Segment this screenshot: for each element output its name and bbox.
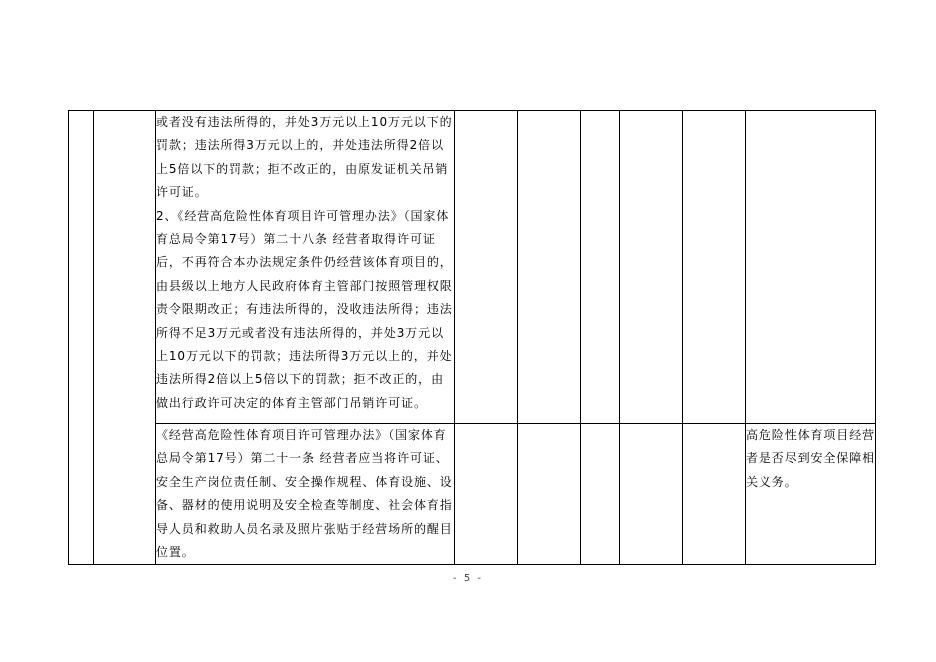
legal-basis-cell xyxy=(156,424,455,565)
empty-cell xyxy=(455,424,518,565)
legal-text-paragraph: 2、《经营高危险性体育项目许可管理办法》（国家体育总局令第17号）第二十八条 经营者取得许可证后，不再符合本办法规定条件仍经营该体育项目的，由县级以上地方人民政府体育主管部门按照管理权限责令限期改正；有违法所得的，没收违法所得；违法所得不足3万元或者没有违法所得的，并处3万元以上10万元以下的罚款；违法所得3万元以上的，并处违法所得2倍以上5倍以下的罚款；拒不改正的，由做出行政许可决定的体育主管部门吊销许可证。 xyxy=(156,208,453,410)
empty-cell xyxy=(683,424,746,565)
page-number: - 5 - xyxy=(453,573,483,584)
empty-cell xyxy=(746,111,876,424)
inspection-item-cell: 高危险性体育项目经营者是否尽到安全保障相关义务。 xyxy=(746,424,876,565)
empty-cell xyxy=(581,424,620,565)
regulation-table xyxy=(68,110,876,565)
empty-cell xyxy=(581,111,620,424)
legal-text-paragraph: 《经营高危险性体育项目许可管理办法》（国家体育总局令第17号）第二十一条 经营者应当将许可证、安全生产岗位责任制、安全操作规程、体育设施、设备、器材的使用说明及安全检查等制度、社会体育指导人员和救助人员名录及照片张贴于经营场所的醒目位置。 xyxy=(156,428,453,560)
empty-cell xyxy=(683,111,746,424)
table-row xyxy=(69,111,876,424)
empty-cell xyxy=(94,111,156,565)
legal-basis-cell xyxy=(156,111,455,424)
legal-text-paragraph: 或者没有违法所得的，并处3万元以上10万元以下的罚款；违法所得3万元以上的，并处违法所得2倍以上5倍以下的罚款；拒不改正的，由原发证机关吊销许可证。 xyxy=(156,115,453,200)
empty-cell xyxy=(620,111,683,424)
empty-cell xyxy=(69,111,94,565)
empty-cell xyxy=(518,111,581,424)
table-row xyxy=(69,424,876,565)
empty-cell xyxy=(455,111,518,424)
empty-cell xyxy=(518,424,581,565)
empty-cell xyxy=(620,424,683,565)
